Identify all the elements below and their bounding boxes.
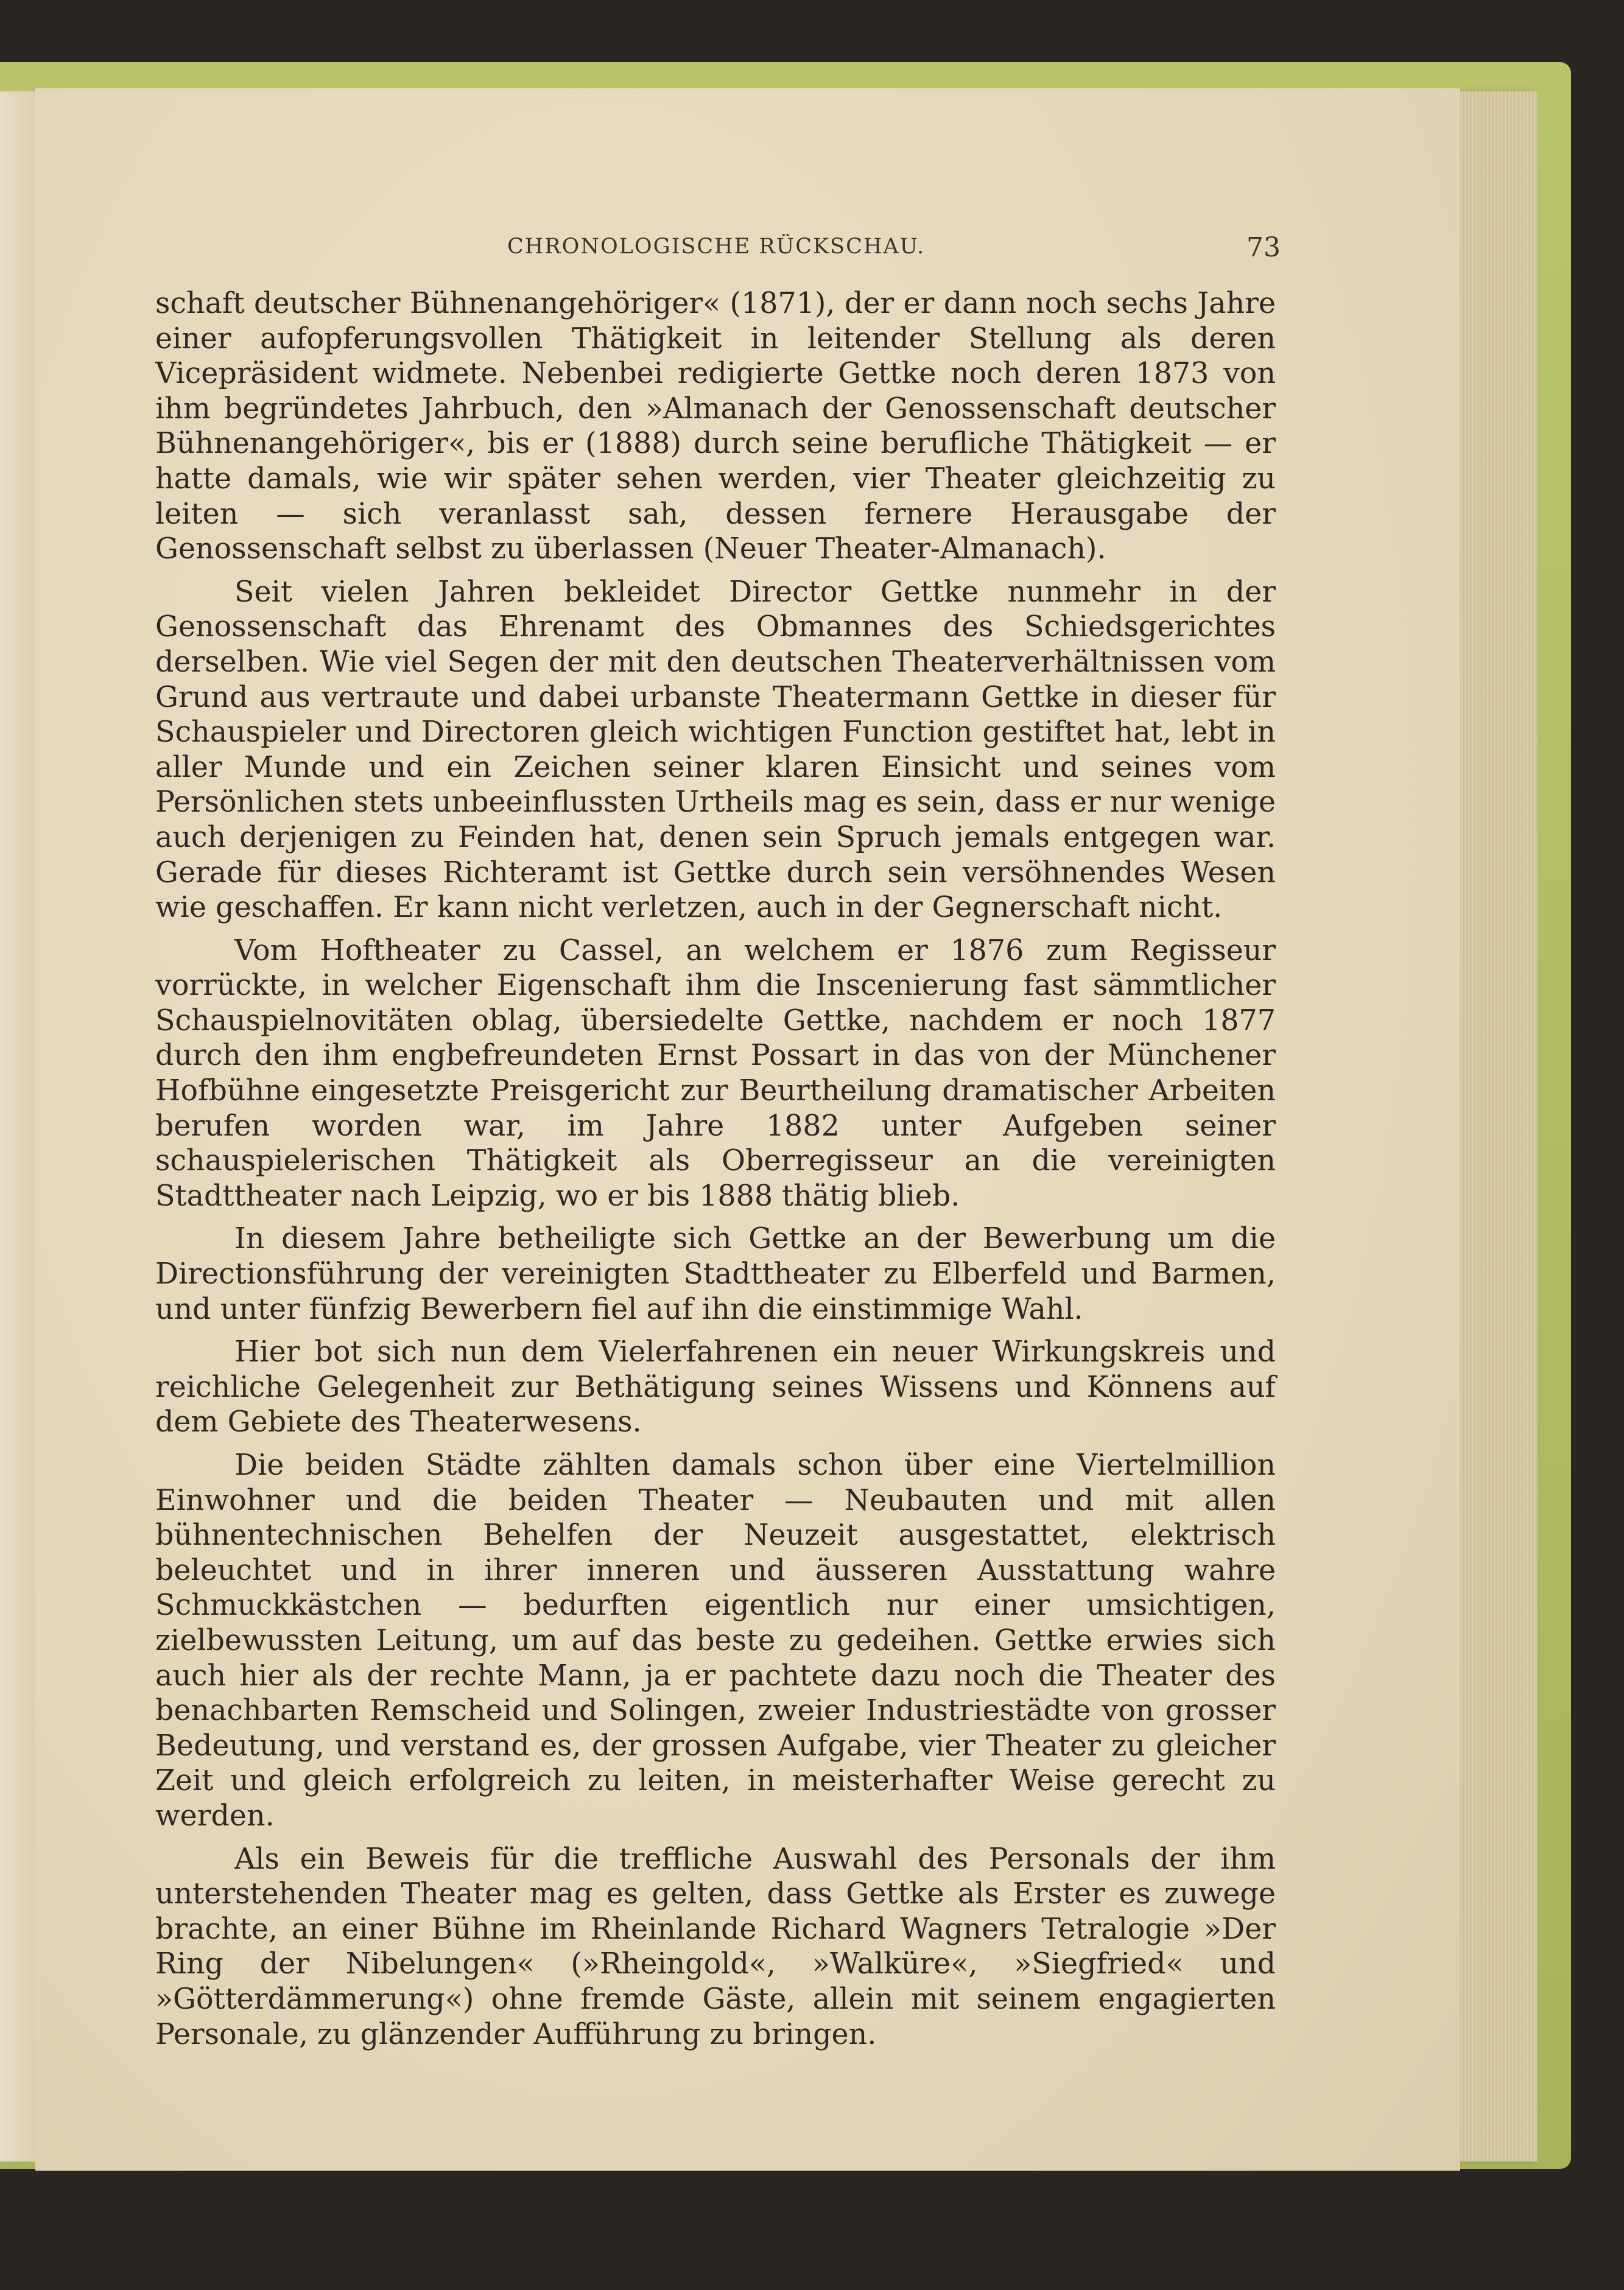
paragraph: Die beiden Städte zählten damals schon über eine Viertelmillion Einwohner und die beiden Theater — Neubauten und mit allen bühnentechnischen Behelfen der Neuzeit ausgestattet, elektrisch beleuchtet und in ihrer inneren und äusseren Ausstattung wahre Schmuckkästchen — bedurften eigentlich nur einer umsichtigen, zielbewussten Leitung, um auf das beste zu gedeihen. Gettke erwies sich auch hier als der rechte Mann, ja er pachtete dazu noch die Theater des benachbarten Remscheid und Solingen, zweier Industriestädte von grosser Bedeutung, und verstand es, der grossen Aufgabe, vier Theater zu gleicher Zeit und gleich erfolgreich zu leiten, in meisterhafter Weise gerecht zu werden. [155, 1449, 1276, 1833]
paragraph: Als ein Beweis für die treffliche Auswahl des Personals der ihm unterstehenden Theater mag es gelten, dass Gettke als Erster es zuwege brachte, an einer Bühne im Rheinlande Richard Wagners Tetralogie »Der Ring der Nibelungen« (»Rheingold«, »Walküre«, »Siegfried« und »Götterdämmerung«) ohne fremde Gäste, allein mit seinem engagierten Personale, zu glänzender Aufführung zu bringen. [155, 1842, 1276, 2051]
paragraph: Hier bot sich nun dem Vielerfahrenen ein neuer Wirkungskreis und reichliche Gelegenheit zur Bethätigung seines Wissens und Könnens auf dem Gebiete des Theaterwesens. [155, 1335, 1276, 1439]
paragraph: schaft deutscher Bühnenangehöriger« (1871), der er dann noch sechs Jahre einer aufopferungsvollen Thätigkeit in leitender Stellung als deren Vicepräsident widmete. Nebenbei redigierte Gettke noch deren 1873 von ihm begründetes Jahrbuch, den »Almanach der Genossenschaft deutscher Bühnenangehöriger«, bis er (1888) durch seine berufliche Thätigkeit — er hatte damals, wie wir später sehen werden, vier Theater gleichzeitig zu leiten — sich veranlasst sah, dessen fernere Herausgabe der Genossenschaft selbst zu überlassen (Neuer Theater-Almanach). [155, 287, 1276, 566]
facing-page-edge [0, 91, 35, 2162]
book-page [35, 88, 1460, 2171]
paragraph: In diesem Jahre betheiligte sich Gettke an der Bewerbung um die Directionsführung der vereinigten Stadttheater zu Elberfeld und Barmen, und unter fünfzig Bewerbern fiel auf ihn die einstimmige Wahl. [155, 1222, 1276, 1326]
running-head [507, 234, 1281, 271]
page-number: 73 [1246, 232, 1281, 263]
running-head-title: CHRONOLOGISCHE RÜCKSCHAU. [507, 234, 926, 259]
paragraph: Seit vielen Jahren bekleidet Director Gettke nunmehr in der Genossenschaft das Ehrenamt des Obmannes des Schiedsgerichtes derselben. Wie viel Segen der mit den deutschen Theaterverhältnissen vom Grund aus vertraute und dabei urbanste Theatermann Gettke in dieser für Schauspieler und Directoren gleich wichtigen Function gestiftet hat, lebt in aller Munde und ein Zeichen seiner klaren Einsicht und seines vom Persönlichen stets unbeeinflussten Urtheils mag es sein, dass er nur wenige auch derjenigen zu Feinden hat, denen sein Spruch jemals entgegen war. Gerade für dieses Richteramt ist Gettke durch sein versöhnendes Wesen wie geschaffen. Er kann nicht verletzen, auch in der Gegnerschaft nicht. [155, 575, 1276, 925]
page-edges [1458, 91, 1538, 2162]
paragraph: Vom Hoftheater zu Cassel, an welchem er 1876 zum Regisseur vorrückte, in welcher Eigenschaft ihm die Inscenierung fast sämmtlicher Schauspielnovitäten oblag, übersiedelte Gettke, nachdem er noch 1877 durch den ihm engbefreundeten Ernst Possart in das von der Münchener Hofbühne eingesetzte Preisgericht zur Beurtheilung dramatischer Arbeiten berufen worden war, im Jahre 1882 unter Aufgeben seiner schauspielerischen Thätigkeit als Oberregisseur an die vereinigten Stadttheater nach Leipzig, wo er bis 1888 thätig blieb. [155, 933, 1276, 1213]
body-text [155, 286, 1276, 2060]
